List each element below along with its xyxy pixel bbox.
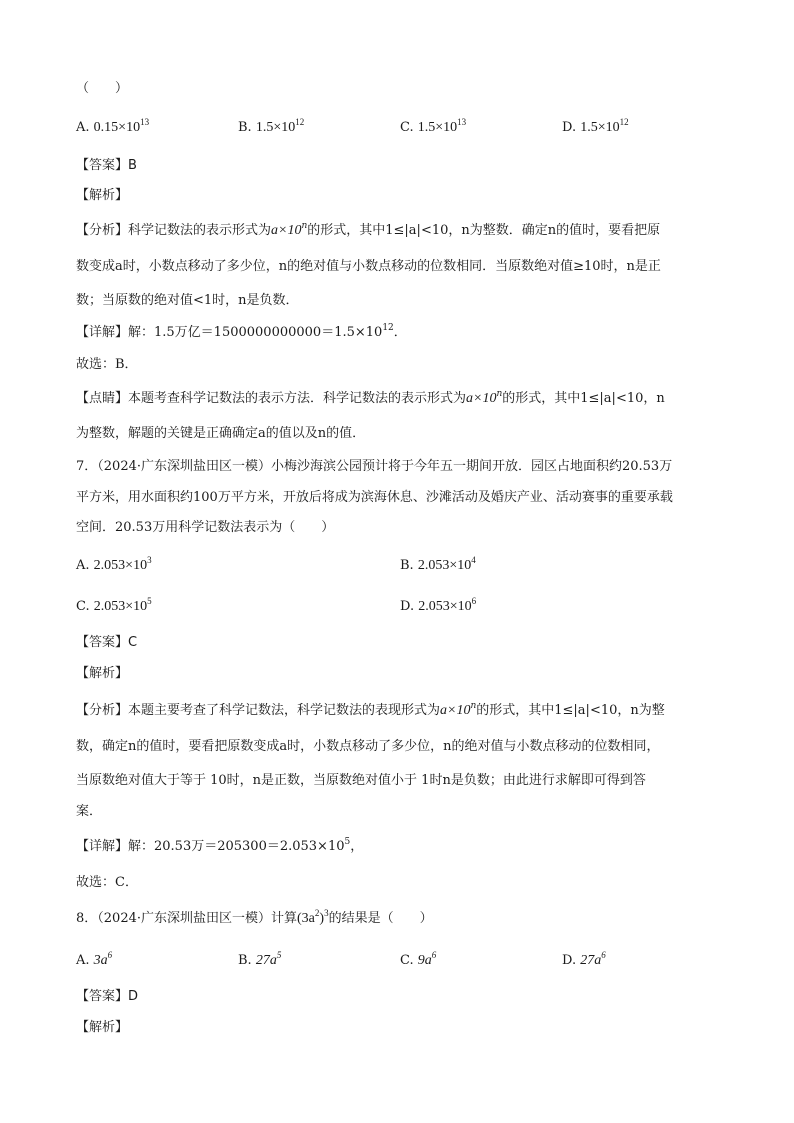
option-label: A. (76, 558, 90, 573)
option-value: $2.053\times 10^6$ (418, 596, 477, 614)
q6-comment-line-2: 为整数，解题的关键是正确确定a的值以及n的值． (76, 426, 366, 441)
q7-detail: 【详解】解：20.53万$=205300=2.053\times 10^5$， (76, 837, 364, 854)
q6-detail: 【详解】解：1.5万亿$=1500000000000=1.5\times 10^{12}$． (76, 323, 407, 340)
q7-analysis-line-1: 【分析】本题主要考查了科学记数法，科学记数法的表现形式为$a\times 10^n$的形式，其中1≤|a|<10，n为整 (76, 701, 665, 718)
option-label: D. (400, 599, 415, 614)
q8-answer: 【答案】D (76, 989, 139, 1004)
option-value: $1.5\times 10^{13}$ (417, 117, 467, 135)
q7-stem-line-3: 空间．20.53万用科学记数法表示为（ ） (76, 520, 335, 535)
option-value: $27a^5$ (255, 950, 282, 968)
q6-option-d (562, 119, 629, 137)
option-label: C. (76, 599, 90, 614)
q8-expression: $(3a^2)^3$ (297, 908, 329, 926)
option-label: B. (238, 120, 252, 135)
q6-analysis-line-1: 【分析】科学记数法的表示形式为$a\times 10^n$的形式，其中1≤|a|<10，n为整数．确定n的值时，要看把原 (76, 221, 661, 238)
option-label: A. (76, 120, 90, 135)
q6-option-b (238, 119, 304, 137)
q8-option-a (76, 952, 112, 970)
q8-option-b (238, 952, 281, 970)
q7-option-d (400, 598, 476, 616)
option-label: D. (562, 120, 577, 135)
q7-analysis-heading: 【解析】 (76, 666, 129, 681)
option-value: $9a^6$ (417, 950, 437, 968)
option-value: $0.15\times 10^{13}$ (93, 117, 150, 135)
option-label: B. (238, 953, 252, 968)
q7-stem-line-1: 7．（2024·广东深圳盐田区一模）小梅沙海滨公园预计将于今年五一期间开放．园区占地面积约20.53万 (76, 459, 673, 474)
option-value: $2.053\times 10^3$ (93, 555, 152, 573)
option-value: $1.5\times 10^{12}$ (255, 117, 305, 135)
q6-option-c (400, 119, 466, 137)
option-value: $1.5\times 10^{12}$ (580, 117, 629, 135)
option-label: C. (400, 953, 414, 968)
q8-analysis-heading: 【解析】 (76, 1020, 129, 1035)
q6-comment-line-1: 【点睛】本题考查科学记数法的表示方法．科学记数法的表示形式为$a\times 10^n$的形式，其中1≤|a|<10，n (76, 389, 665, 406)
option-value: $3a^6$ (93, 950, 113, 968)
option-label: C. (400, 120, 414, 135)
q6-choice: 故选：B． (76, 357, 138, 372)
q8-option-c (400, 952, 436, 970)
q6-answer: 【答案】B (76, 158, 137, 173)
option-label: D. (562, 953, 577, 968)
q7-analysis-line-2: 数，确定n的值时，要看把原数变成a时，小数点移动了多少位，n的绝对值与小数点移动的位数相同， (76, 739, 660, 754)
q7-option-b (400, 557, 476, 575)
q6-analysis-line-3: 数；当原数的绝对值<1时，n是负数． (76, 293, 299, 308)
option-value: $2.053\times 10^5$ (93, 596, 152, 614)
option-value: $2.053\times 10^4$ (417, 555, 476, 573)
option-label: B. (400, 558, 414, 573)
q6-option-a (76, 119, 149, 137)
q7-stem-line-2: 平方米，用水面积约100万平方米，开放后将成为滨海休息、沙滩活动及婚庆产业、活动赛事的重要承载 (76, 490, 673, 505)
q8-option-d (562, 952, 606, 970)
q7-analysis-line-4: 案． (76, 804, 103, 819)
q6-blank-paren: （ ） (76, 81, 129, 96)
q7-option-c (76, 598, 152, 616)
option-value: $27a^6$ (580, 950, 606, 968)
q6-analysis-heading: 【解析】 (76, 188, 129, 203)
q7-choice: 故选：C． (76, 875, 138, 890)
q8-stem: 8．（2024·广东深圳盐田区一模）计算$(3a^2)^3$的结果是（ ） (76, 908, 433, 926)
q7-analysis-line-3: 当原数绝对值大于等于 10时，n是正数，当原数绝对值小于 1时n是负数；由此进行求解即可得到答 (76, 773, 646, 788)
q7-answer: 【答案】C (76, 635, 138, 650)
q6-analysis-line-2: 数变成a时，小数点移动了多少位，n的绝对值与小数点移动的位数相同．当原数绝对值≥10时，n是正 (76, 259, 661, 274)
q7-option-a (76, 557, 152, 575)
option-label: A. (76, 953, 90, 968)
